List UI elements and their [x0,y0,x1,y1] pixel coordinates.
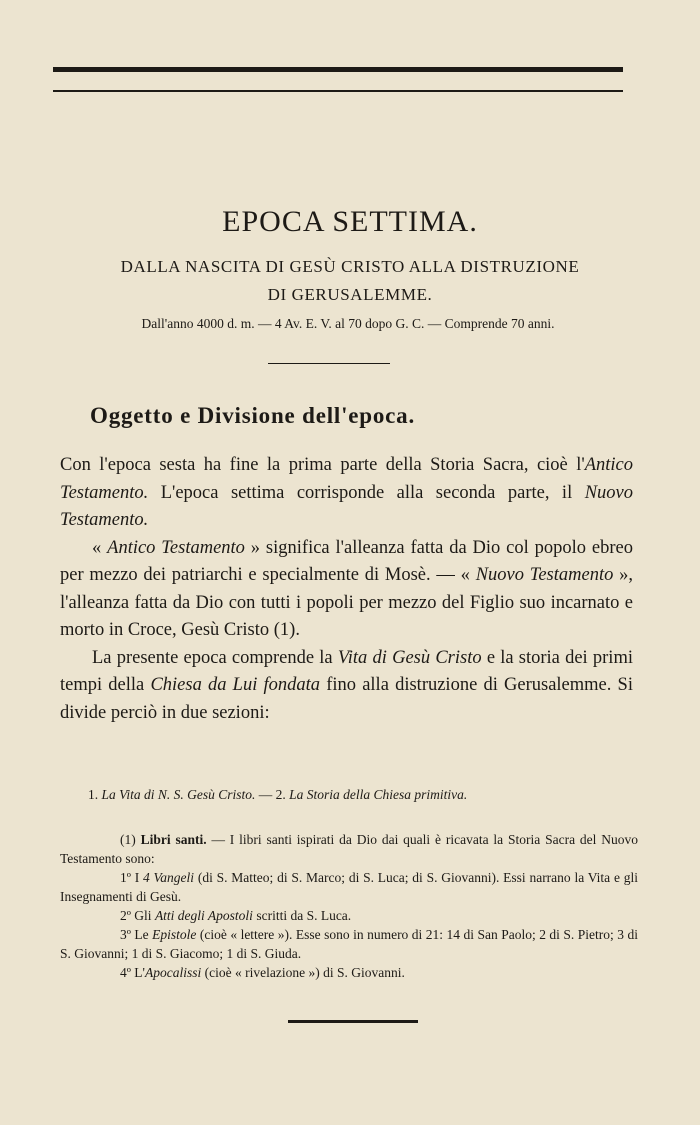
italic-term: Antico Testamento [107,537,245,558]
section-heading: Oggetto e Divisione dell'epoca. [90,403,416,428]
italic-term: 4 Vangeli [143,870,195,885]
footnote-item-3 [60,925,638,963]
text-run: 4º L' [120,965,145,980]
paragraph-3 [60,645,633,728]
text-run: (1) [120,832,141,847]
text-run: 2º Gli [120,908,155,923]
subtitle-line-2: DI GERUSALEMME. [267,285,433,304]
section-2-title: La Storia della Chiesa primitiva. [289,787,468,802]
italic-term: Atti degli Apostoli [154,908,253,923]
italic-term: Apocalissi [145,965,202,980]
text-run: e la storia dei primi tempi della [60,647,633,695]
top-thin-rule [53,90,623,92]
text-run: (di S. Matteo; di S. Marco; di S. Luca; di S. Giovanni). Essi narrano la Vita e gli Insegnamenti di Gesù. [60,870,638,904]
footnote-keyword: Libri santi. [140,832,207,847]
top-thick-rule [53,67,623,72]
separator-rule [268,363,390,364]
italic-term: Chiesa da Lui fondata [150,675,321,695]
date-range: Dall'anno 4000 d. m. — 4 Av. E. V. al 70 dopo G. C. — Comprende 70 anni. [141,316,555,331]
text-run: scritti da S. Luca. [252,908,352,923]
text-run: », l'alleanza fatta da Dio con tutti i popoli per mezzo del Figlio suo incarnato e morto in Croce, Gesù Cristo (1). [60,565,633,640]
text-run: 3º Le [120,927,153,942]
italic-term: Nuovo Testamento [475,565,614,585]
text-run: (cioè « rivelazione ») di S. Giovanni. [201,965,405,980]
text-run: — I libri santi ispirati da Dio dai quali è ricavata la Storia Sacra del Nuovo Testamento sono: [60,832,639,866]
page-title: EPOCA SETTIMA. [222,205,478,238]
footnote [60,830,638,982]
footnote-item-2 [60,906,638,925]
text-run: La presente epoca comprende la [92,647,338,668]
end-rule [288,1020,418,1023]
text-run: » significa l'alleanza fatta da Dio col popolo ebreo per mezzo dei patriarchi e specialmente di Mosè. — « [60,537,633,585]
section-1-title: La Vita di N. S. Gesù Cristo. [101,787,256,802]
text-run: fino alla distruzione di Gerusalemme. Si divide perciò in due sezioni: [60,675,633,723]
subtitle-line-1: DALLA NASCITA DI GESÙ CRISTO ALLA DISTRUZIONE [120,257,580,276]
italic-term: Vita di Gesù Cristo [337,647,482,668]
body-text [60,452,633,727]
text-run: 1. [88,787,102,802]
text-run: (cioè « lettere »). Esse sono in numero di 21: 14 di San Paolo; 2 di S. Pietro; 3 di S. Giovanni; 1 di S. Giacomo; 1 di S. Giuda. [60,927,638,961]
footnote-item-1 [60,868,638,906]
text-run: L'epoca settima corrisponde alla seconda parte, il [148,482,585,503]
footnote-intro [60,830,638,868]
text-run: 1º I [120,870,144,885]
italic-term: Epistole [152,927,197,942]
text-run: — 2. [255,787,290,802]
sections-list [88,787,628,803]
footnote-item-4 [60,963,638,982]
italic-term: Antico Testamento. [60,455,633,503]
text-run: « [92,537,108,558]
paragraph-2 [60,535,633,645]
text-run: Con l'epoca sesta ha fine la prima parte della Storia Sacra, cioè l' [60,455,585,475]
italic-term: Nuovo Testamento. [60,482,633,530]
paragraph-1 [60,452,633,535]
